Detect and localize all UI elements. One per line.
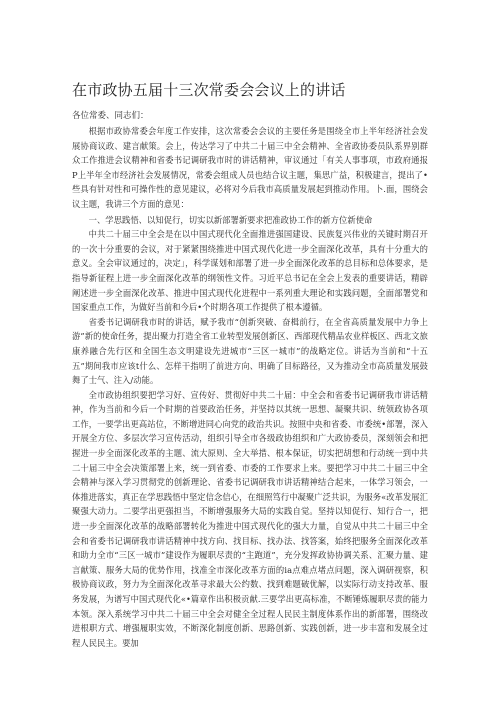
page-title: 在市政协五届十三次常委会会议上的讲话 bbox=[72, 81, 346, 99]
section-heading-1: 一、学思践悟、以知促行，切实以新部署新要求把准政协工作的新方位新使命 bbox=[88, 214, 373, 225]
paragraph-provincial-secretary: 省委书记调研我市时的讲话，赋予我市“创新突破、奋楫前行，在全省高质量发展中力争上游”新的使命任务，提出聚力打造全省工业转型发展创新区、西部现代精品农业样板区、西北文旅康养融合先行区和全国生态文明建设先进城市“三区一城市”的战略定位。讲话为当前和“十五五”期间我市应该t什么、怎样干指明了前进方向、明确了目标路径，又为推动全市高质量发展鼓舞了士气、注入/动能。 bbox=[72, 316, 428, 386]
paragraph-intro: 根据市政协常委会年度工作安排，这次常委会会议的主要任务是围绕全市上半年经济社会发展协商议政、建言献策。会上，传达学习了中共二十届三中全会精神、全省政协委员队系界别群众工作推进会议精神和省委书记调研我市时的讲话精神，审议通过「有关人事事项，市政府通报P上半年全市经济社会发展情况，常委会组成人员也结合议主题，集思广益，积极建言，提出了•些具有针对性和可操作性的意见建议，必将对今后我市高质量发展起到推动作用。卜.面，围绕会议主题，我讲三个方面的意见： bbox=[72, 126, 428, 209]
paragraph-cppcc-study: 全市政协组织要把学习好、宣传好、贯彻好中共二十届：中全会和省委书记调研我市讲话精神，作为当前和今后一个时期的首要政治任务，并坚持以其统一思想、凝聚共识、统领政协各项工作，一要学出更高站位，不断增进同心向党的政治共识。按照中央和省委、市委统•部署，深入开展全方位、多层次学习宣传活动，组织引导全市各级政协组织和广大政协委员，深刻领会和把握进一步全面深化改革的主题、流大原则、全大举措、根本保证，切实把胡想和行动统一到中共二十届三中全会决策部署上来，统一到省委、市委的工作要求上来。要把学习中共二十届三中全会精神与深入学习贯彻党的创新理论、省委书记调研我市讲话精神结合起来，一体学习领会，一体推进落实，真正在学思践悟中坚定信念信心，在细照笃行中凝聚广泛共识，为服务«改革发展汇聚强大动力。二要学出更强担当，不断增强服务大局的实践自觉。坚持以知促行、知行合一，把进一步全面深化改革的战略部署转化为推进中国式现代化的强大力量，自觉从中共二十届三中全会和省委书记调研我市讲话精神中找方向、找目标、找办法、找答案，始终把服务全面深化改革和助力全市“三区一城市”建设作为履职尽责的“主跑道”，充分发挥政协协调关系、汇聚力量、建言献策、服务大局的优势作用，找准全市深化改革方面的ia点难点堵点问题，深入调研视察，积极协商议政，努力为全面深化改革寻求最大公约数、找到难题破优解，以实际行动支持改革、服务发展，为谱写中国式现代化«•篇章作出积极贡献.三要学出更高标准，不断锤炼履职尽责的能力本领。深入系统学习中共二十届三中全会对健全全过程人民民主制度体系作出的新部署，围绕改进根职方式、增强履职实效，不断深化制度创新、思路创新、实践创新，进一步丰富和发展全过程人民民主。要加 bbox=[72, 389, 428, 648]
document-body bbox=[72, 124, 428, 650]
paragraph-plenary: 中共二十届三中全会是在以中国式现代化全面推进强国建设、民族复兴伟业的关键时期召开的一次十分重要的会议，对于紧紧围绕推进中国式现代化进一步全面深化改革，具有十分重大的意义。全会审议通过的，决定」，科学谋划和部署了进一步全面深化改革的总目标和总体要求，是指导新征程上进一步全面深化改革的纲领性文件。习近平总书记在全会上发表的重要讲话，精辟阐述进一步全面深化改革、推进中国式现代化进程中一系列重大理论和实践问题，全面部署党和国家重点工作，为做好当前和今后•个时期各项工作提供了根本遵循。 bbox=[72, 229, 428, 313]
salutation: 各位常委、同志们： bbox=[72, 111, 149, 121]
